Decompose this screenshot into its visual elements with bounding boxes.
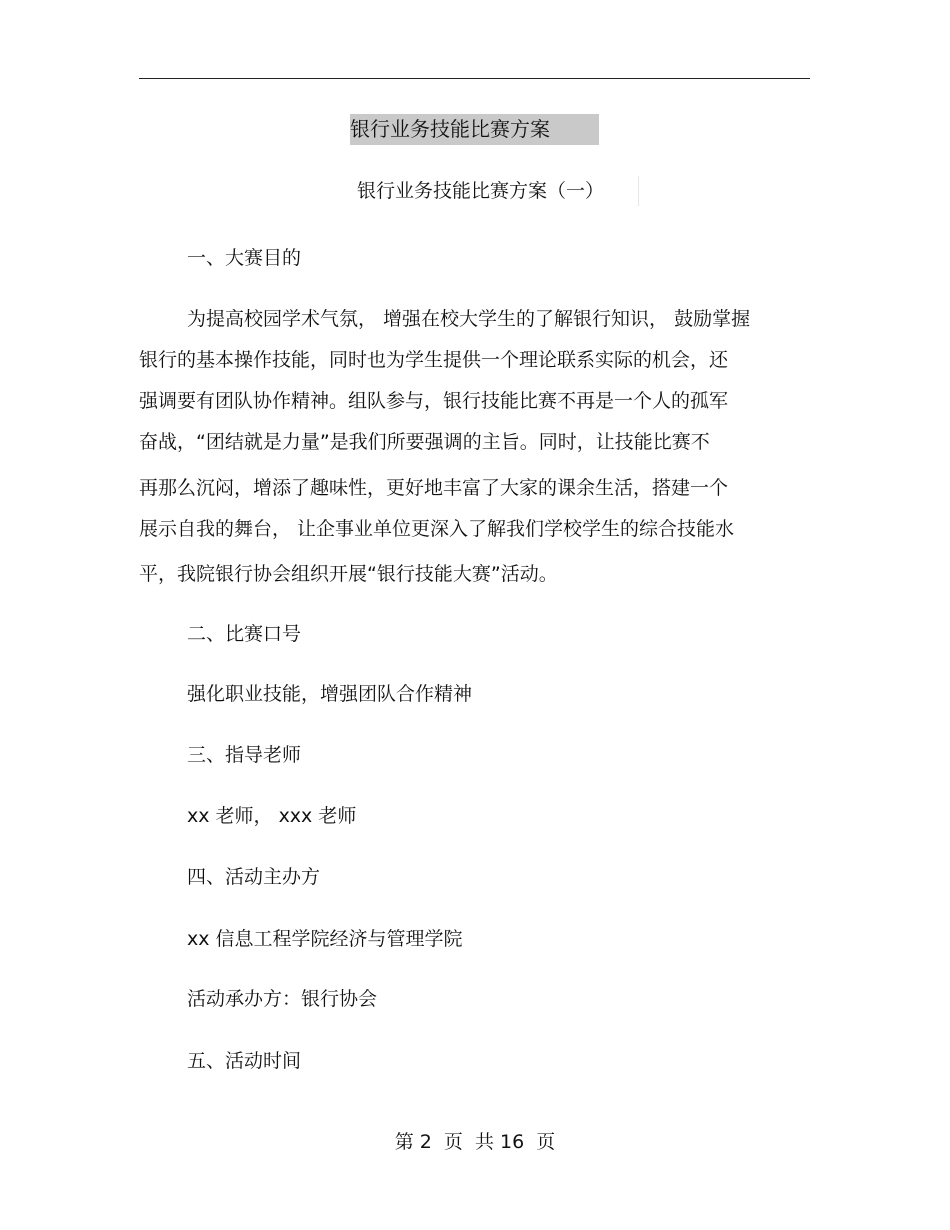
paragraph-line: 展示自我的舞台， 让企事业单位更深入了解我们学校学生的综合技能水 bbox=[139, 518, 735, 540]
advisors-text: xx 老师， xxx 老师 bbox=[187, 805, 357, 827]
paragraph-line: 强调要有团队协作精神。组队参与，银行技能比赛不再是一个人的孤军 bbox=[139, 390, 729, 412]
document-subtitle: 银行业务技能比赛方案（一） bbox=[357, 176, 639, 206]
header-rule bbox=[139, 78, 810, 79]
slogan-text: 强化职业技能，增强团队合作精神 bbox=[187, 683, 473, 705]
paragraph-line: 平，我院银行协会组织开展“银行技能大赛”活动。 bbox=[139, 563, 558, 585]
section-heading-advisors: 三、指导老师 bbox=[187, 744, 302, 766]
section-heading-organizer: 四、活动主办方 bbox=[187, 866, 321, 888]
section-heading-time: 五、活动时间 bbox=[187, 1050, 302, 1072]
paragraph-line: 再那么沉闷，增添了趣味性，更好地丰富了大家的课余生活，搭建一个 bbox=[139, 477, 729, 499]
paragraph-line: 为提高校园学术气氛， 增强在校大学生的了解银行知识， 鼓励掌握 bbox=[187, 308, 751, 330]
section-heading-purpose: 一、大赛目的 bbox=[187, 247, 302, 269]
paragraph-line: 银行的基本操作技能，同时也为学生提供一个理论联系实际的机会，还 bbox=[139, 349, 729, 371]
paragraph-line: 奋战，“团结就是力量”是我们所要强调的主旨。同时，让技能比赛不 bbox=[139, 431, 710, 453]
section-heading-slogan: 二、比赛口号 bbox=[187, 623, 302, 645]
co-organizer-text: 活动承办方：银行协会 bbox=[187, 988, 378, 1010]
page-number-footer: 第 2 页 共 16 页 bbox=[394, 1131, 556, 1153]
document-title: 银行业务技能比赛方案 bbox=[350, 114, 599, 145]
organizer-text: xx 信息工程学院经济与管理学院 bbox=[187, 928, 463, 950]
